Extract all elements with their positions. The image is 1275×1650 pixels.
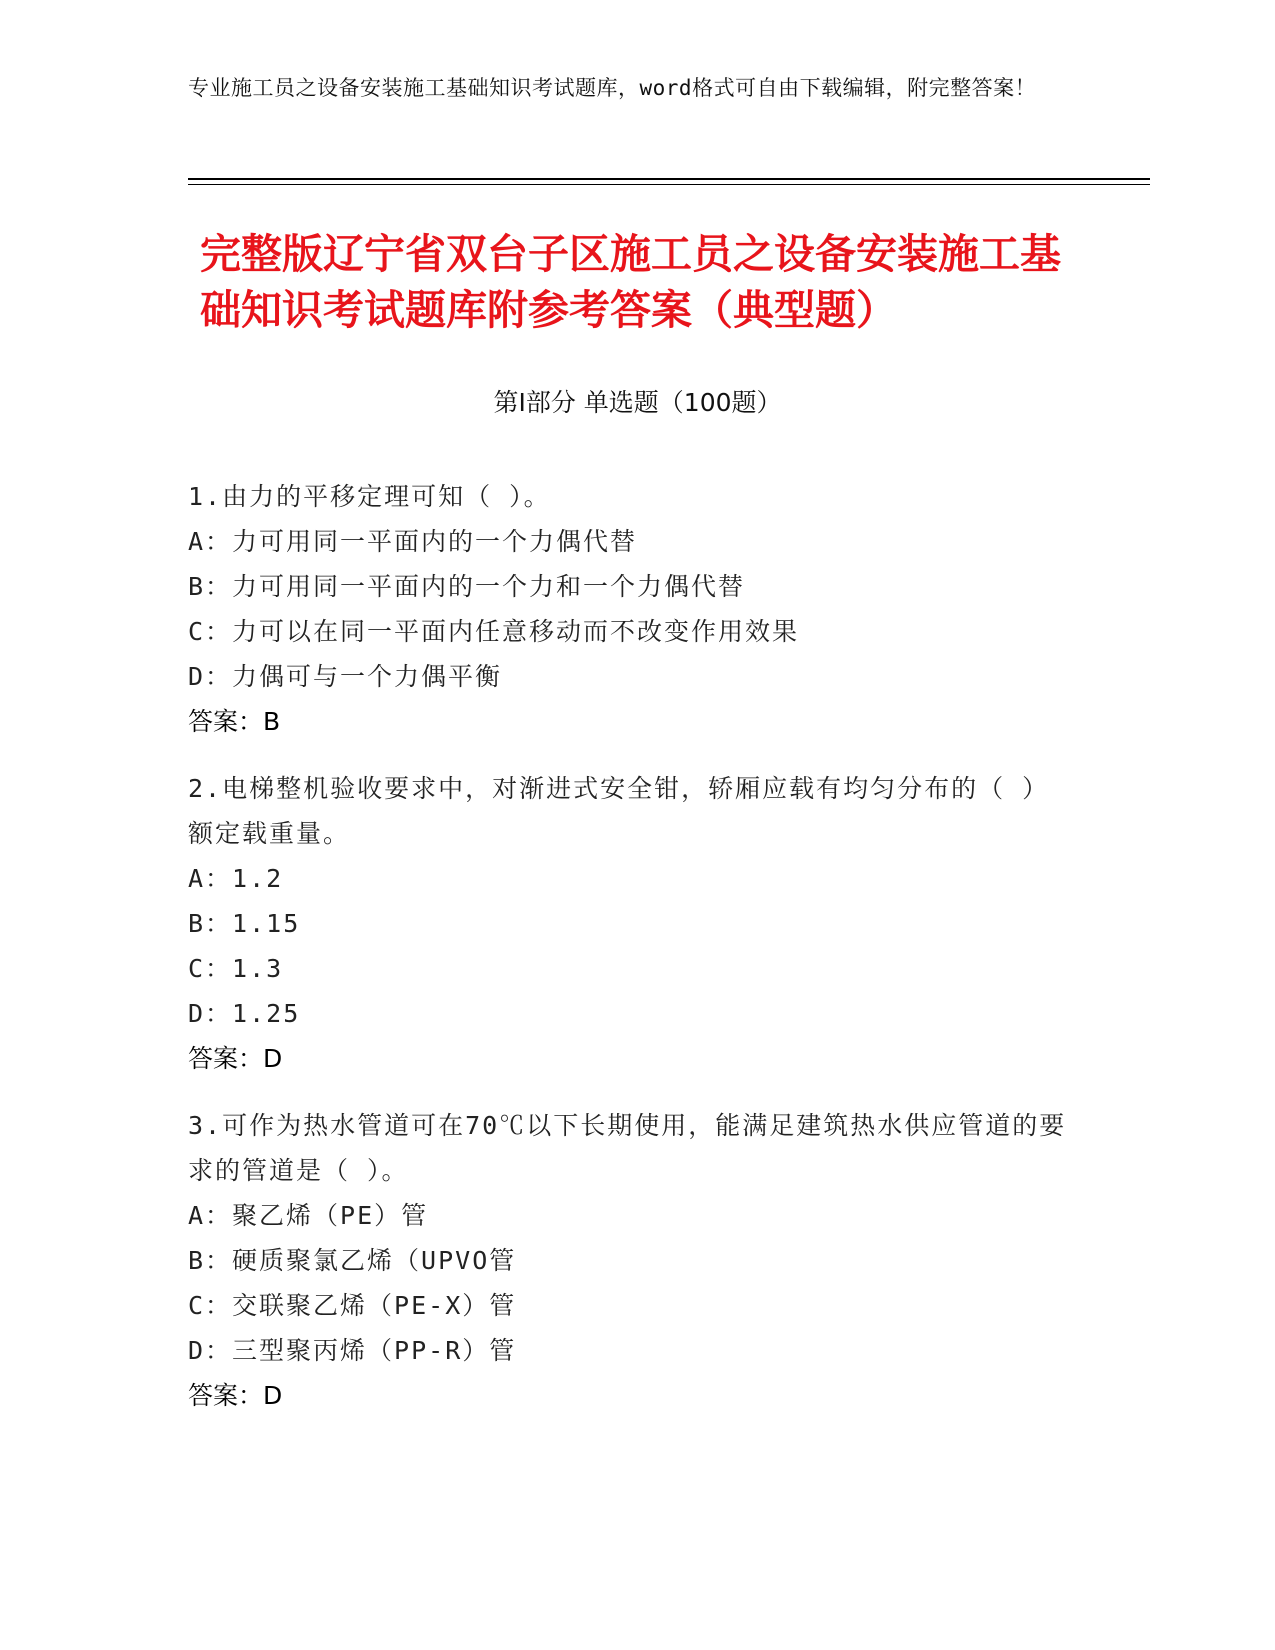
document-title: 完整版辽宁省双台子区施工员之设备安装施工基础知识考试题库附参考答案（典型题）: [200, 230, 1061, 334]
option-a: A：力可用同一平面内的一个力偶代替: [188, 527, 638, 556]
option-c: C：交联聚乙烯（PE-X）管: [188, 1291, 517, 1320]
option-b: B：1.15: [188, 909, 301, 938]
question-stem: 1.由力的平移定理可知（ ）。: [188, 482, 551, 511]
header-note: 专业施工员之设备安装施工基础知识考试题库，word格式可自由下载编辑，附完整答案！: [188, 76, 1037, 100]
option-a: A：聚乙烯（PE）管: [188, 1201, 429, 1230]
option-d: D：1.25: [188, 999, 301, 1028]
question-stem: 3.可作为热水管道可在70℃以下长期使用，能满足建筑热水供应管道的要求的管道是（ ）。: [188, 1111, 1067, 1185]
answer: 答案：D: [188, 1044, 283, 1073]
option-b: B：硬质聚氯乙烯（UPVO管: [188, 1246, 517, 1275]
question-stem: 2.电梯整机验收要求中，对渐进式安全钳，轿厢应载有均匀分布的（ ）额定载重量。: [188, 774, 1050, 848]
header-rule-thick: [188, 178, 1150, 180]
option-d: D：三型聚丙烯（PP-R）管: [188, 1336, 517, 1365]
option-c: C：1.3: [188, 954, 284, 983]
option-a: A：1.2: [188, 864, 284, 893]
question-2: [188, 766, 1068, 1081]
question-1: [188, 474, 1068, 744]
option-b: B：力可用同一平面内的一个力和一个力偶代替: [188, 572, 746, 601]
option-c: C：力可以在同一平面内任意移动而不改变作用效果: [188, 617, 800, 646]
answer: 答案：B: [188, 707, 281, 736]
option-d: D：力偶可与一个力偶平衡: [188, 662, 503, 691]
answer: 答案：D: [188, 1381, 283, 1410]
question-3: [188, 1103, 1068, 1418]
question-list: [188, 474, 1068, 1440]
section-title: 第Ⅰ部分 单选题（100题）: [493, 388, 782, 417]
header-rule-thin: [188, 184, 1150, 185]
